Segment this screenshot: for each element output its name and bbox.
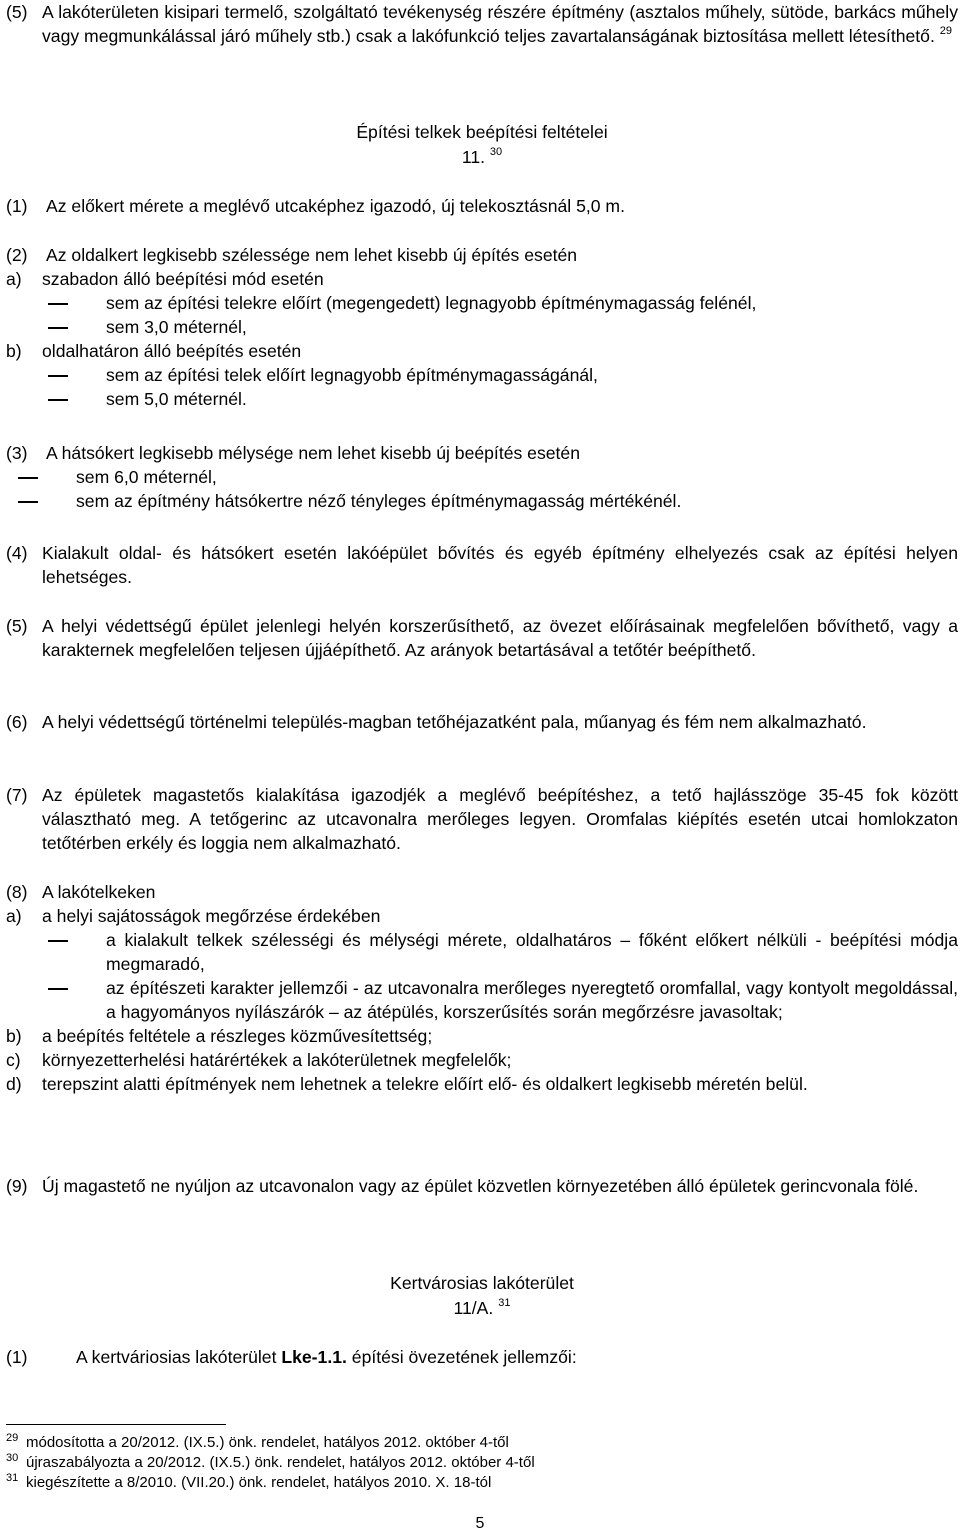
paragraph-text: A lakótelkeken [42,882,156,902]
list-item: sem 5,0 méternél. [106,389,247,409]
dash-bullet [6,489,76,513]
paragraph-number: (1) [6,1347,28,1367]
list-text: terepszint alatti építmények nem lehetnek a telekre előírt elő- és oldalkert legkisebb méretén belül. [42,1074,808,1094]
paragraph-11-7 [6,783,958,855]
list-label: a) [6,269,22,289]
paragraph-text: Kialakult oldal- és hátsókert esetén lakóépület bővítés és egyéb építmény elhelyezés csak az építési helyen lehetséges. [42,543,958,587]
dash-bullet [6,363,76,387]
footnote-separator [6,1424,226,1425]
paragraph-text-post: építési övezetének jellemzői: [346,1347,577,1367]
paragraph-number: (5) [6,616,28,636]
list-label: d) [6,1074,22,1094]
list-text: oldalhatáron álló beépítés esetén [42,341,302,361]
paragraph-11a-1 [6,1345,958,1369]
paragraph-11-3 [6,441,958,513]
paragraph-number: (1) [6,196,28,216]
paragraph-text: Az oldalkert legkisebb szélessége nem lehet kisebb új építés esetén [46,245,578,265]
paragraph-11-2 [6,243,958,411]
dash-bullet [6,387,76,411]
paragraph-text: Az előkert mérete a meglévő utcaképhez igazodó, új telekosztásnál 5,0 m. [46,196,625,216]
dash-bullet [6,291,76,315]
section-number [6,145,958,169]
page-number: 5 [475,1515,485,1532]
paragraph-11-1 [6,194,958,218]
section-title: Építési telkek beépítési feltételei [356,122,608,142]
paragraph-number: (6) [6,712,28,732]
section-title: Kertvárosias lakóterület [390,1273,574,1293]
list-item: sem 6,0 méternél, [76,467,217,487]
paragraph-text: Az épületek magastetős kialakítása igazodjék a meglévő beépítéshez, a tető hajlásszöge 35-45 fok között választható meg. A tetőgerinc az utcavonalra merőleges legyen. Oromfalas kiépítés esetén utcai homlokzaton tetőtérben erkély és loggia nem alkalmazható. [42,785,958,853]
footnote-text: újraszabályozta a 20/2012. (IX.5.) önk. rendelet, hatályos 2012. október 4-től [26,1454,535,1471]
footnote-text: módosította a 20/2012. (IX.5.) önk. rendelet, hatályos 2012. október 4-től [26,1434,509,1451]
footnote-ref: 30 [489,146,503,158]
paragraph-text: A hátsókert legkisebb mélysége nem lehet kisebb új beépítés esetén [46,443,581,463]
list-item: sem az építési telek előírt legnagyobb építménymagasságánál, [106,365,598,385]
zone-code: Lke-1.1. [281,1347,347,1367]
list-text: szabadon álló beépítési mód esetén [42,269,324,289]
paragraph-number: (8) [6,882,28,902]
list-item: a kialakult telkek szélességi és mélységi mérete, oldalhatáros – főként előkert nélküli - beépítési módja megmaradó, [106,930,958,974]
list-item: sem az építési telekre előírt (megengedett) legnagyobb építménymagasság felénél, [106,293,757,313]
paragraph-number: (5) [6,2,28,22]
paragraph-number: (9) [6,1176,28,1196]
paragraph-text: A helyi védettségű épület jelenlegi helyén korszerűsíthető, az övezet előírásainak megfelelően bővíthető, vagy a karakternek megfelelően teljesen újjáépíthető. Az arányok betartásával a tetőtér beépíthető. [42,616,958,660]
paragraph-text: Új magastető ne nyúljon az utcavonalon vagy az épület közvetlen környezetében álló épületek gerincvonala fölé. [42,1176,919,1196]
dash-bullet [6,465,76,489]
list-item: az építészeti karakter jellemzői - az utcavonalra merőleges nyeregtető oromfallal, vagy kontyolt megoldással, a hagyományos nyílászárók – az átépülés, korszerűsítés során megőrzésre javasoltak; [106,978,958,1022]
paragraph-5-top [6,0,958,48]
dash-bullet [6,976,76,1024]
paragraph-number: (7) [6,785,28,805]
section-number-text: 11/A. [453,1298,494,1318]
list-label: a) [6,906,22,926]
paragraph-11-6 [6,710,958,734]
footnote [6,1471,958,1495]
paragraph-text-pre: A kertváriosias lakóterület [76,1347,282,1367]
footnote-number: 31 [6,1472,19,1484]
footnote-text: kiegészítette a 8/2010. (VII.20.) önk. rendelet, hatályos 2010. X. 18-tól [26,1474,492,1491]
paragraph-text: A helyi védettségű történelmi település-magban tetőhéjazatként pala, műanyag és fém nem alkalmazható. [42,712,867,732]
list-item: sem az építmény hátsókertre néző tényleges építménymagasság mértékénél. [76,491,682,511]
paragraph-11-4 [6,541,958,589]
list-item: sem 3,0 méternél, [106,317,247,337]
paragraph-11-9 [6,1174,958,1198]
list-text: környezetterhelési határértékek a lakóterületnek megfelelők; [42,1050,512,1070]
dash-bullet [6,315,76,339]
paragraph-text: A lakóterületen kisipari termelő, szolgáltató tevékenység részére építmény (asztalos műhely, sütöde, barkács műhely vagy megmunkálással járó műhely stb.) csak a lakófunkció teljes zavartalanságának biztosítása mellett létesíthető. [42,2,958,46]
paragraph-number: (3) [6,443,28,463]
footnote-number: 30 [6,1452,19,1464]
footnote-ref: 31 [498,1297,511,1309]
footnote-ref: 29 [939,25,952,37]
footnotes [6,1424,958,1495]
paragraph-11-8 [6,880,958,1096]
paragraph-11-5 [6,614,958,662]
section-number [6,1296,958,1320]
footnote-number: 29 [6,1432,19,1444]
list-label: b) [6,341,22,361]
paragraph-number: (2) [6,245,28,265]
section-number-text: 11. [461,147,485,167]
list-text: a helyi sajátosságok megőrzése érdekében [42,906,381,926]
list-text: a beépítés feltétele a részleges közművesítettség; [42,1026,433,1046]
paragraph-number: (4) [6,543,28,563]
dash-bullet [6,928,76,976]
list-label: b) [6,1026,22,1046]
list-label: c) [6,1050,21,1070]
